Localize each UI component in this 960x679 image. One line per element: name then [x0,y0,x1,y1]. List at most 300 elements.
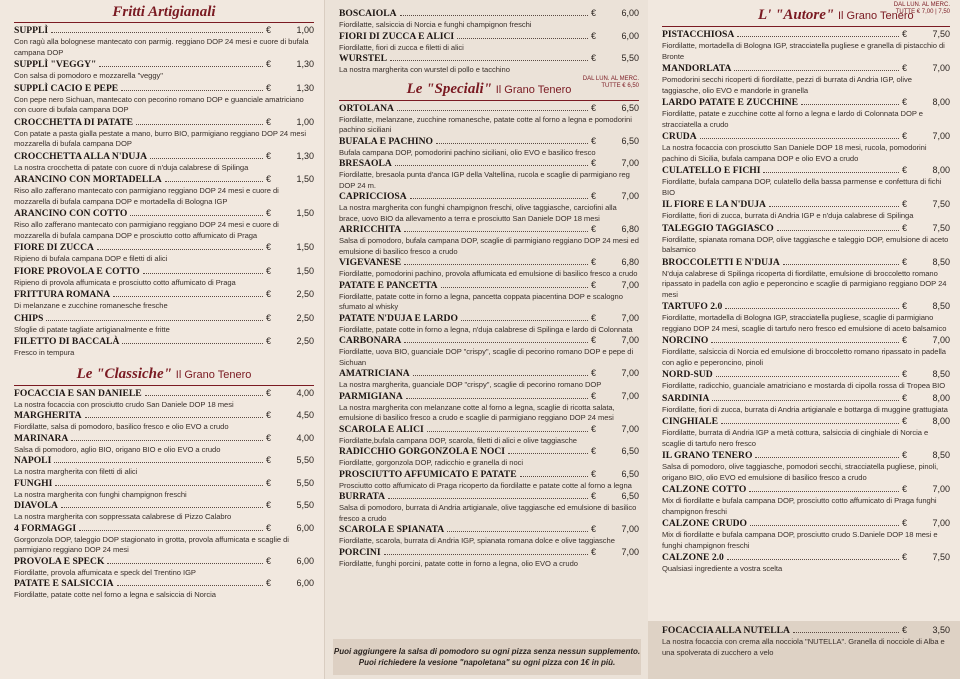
menu-item-row [662,165,950,177]
dot-leader [71,440,263,441]
menu-item [14,313,314,336]
menu-item [662,369,950,392]
item-name: LARDO PATATE E ZUCCHINE [662,97,799,108]
item-price: 1,00 [296,25,314,35]
currency-symbol: € [591,446,597,456]
currency-symbol: € [902,392,908,403]
item-description: La nostra focaccia con prosciutto San Daniele DOP 18 mesi, rucola, pomodorini pachino di Sicilia, bufala campana DOP e olio EVO a crudo [662,143,927,163]
currency-symbol: € [902,484,908,494]
item-price: 5,50 [296,477,314,488]
item-price: 2,50 [296,336,314,346]
menu-item-row [14,410,314,422]
menu-item [339,280,639,313]
item-price: 7,00 [932,131,950,141]
item-name: CALZONE COTTO [662,484,747,495]
currency-symbol: € [591,468,597,479]
item-description: Fiordilatte, fiori di zucca, burrata di Andria IGP e n'duja calabrese di Spilinga [662,211,914,220]
item-description: Qualsiasi ingrediente a vostra scelta [662,564,783,573]
currency-symbol: € [266,455,272,465]
menu-column-left [0,0,324,679]
item-name: BUFALA E PACHINO [339,135,433,147]
item-description: La nostra margherita con funghi champignon freschi [14,489,187,499]
item-description: La nostra margherita con funghi champignon freschi, olive taggiasche, carciofini alla brace, uovo BIO da allevamento a terra e prosciutto San Daniele DOP 18 mesi [339,203,617,223]
menu-item [339,224,639,257]
menu-item-row [339,424,639,436]
item-price: 7,00 [621,423,639,434]
currency-symbol: € [266,336,272,346]
menu-item [339,335,639,368]
dot-leader [113,296,263,297]
currency-symbol: € [902,552,908,562]
item-description: Salsa di pomodoro, aglio BIO, origano BIO e olio EVO a crudo [14,444,221,454]
currency-symbol: € [266,500,272,510]
price-note [583,76,639,90]
dot-leader [793,632,899,633]
currency-symbol: € [902,131,908,141]
menu-item [339,191,639,224]
footer-line-2: Puoi richiedere la vesione "napoletana" su ogni pizza con 1€ in più. [358,658,616,667]
item-name: SCAROLA E SPIANATA [339,524,445,535]
menu-item-row [14,174,314,186]
item-name: PROVOLA E SPECK [14,555,105,567]
item-price: 1,30 [296,59,314,69]
item-description: La nostra crocchetta di patate con cuore di n'duja calabrese di Spilinga [14,162,249,172]
menu-item [14,59,314,82]
item-name: CAPRICCIOSA [339,191,407,202]
item-price: 6,50 [621,446,639,456]
menu-item-row [14,289,314,301]
dot-leader [121,90,263,91]
menu-item [662,450,950,483]
item-name: SUPPLÌ CACIO E PEPE [14,82,119,94]
item-price: 3,50 [932,625,950,635]
item-description: Fiordilatte, burrata di Andria IGP a metà cottura, salsiccia di cinghiale di Norcia e scaglie di tartufo nero fresco [662,428,929,448]
menu-item [339,313,639,336]
menu-item [662,223,950,256]
dot-leader [508,453,588,454]
item-description: Fiordilatte, uova BIO, guanciale DOP "crispy", scaglie di pecorino romano DOP e pepe di Sichuan [339,347,634,367]
item-description: Fiordilatte, mortadella di Bologna IGP, stracciatella pugliese e granella di pistacchio di Bronte [662,41,945,61]
menu-item-row [662,257,950,269]
menu-item-row [14,83,314,95]
item-name: NAPOLI [14,455,52,466]
item-name: CROCCHETTA ALLA N'DUJA [14,150,148,162]
item-name: CINGHIALE [662,416,718,427]
item-description: Salsa di pomodoro, bufala campana DOP, scaglie di parmigiano reggiano DOP 24 mesi ed emulsione di basilico fresco a crudo [339,236,639,256]
dot-leader [406,398,588,399]
dot-leader [520,476,588,477]
item-description: La nostra margherita, guanciale DOP "crispy", scaglie di pecorino romano DOP [339,380,602,389]
item-price: 6,80 [621,224,639,234]
menu-item [14,174,314,207]
currency-symbol: € [902,63,908,73]
currency-symbol: € [266,265,272,276]
item-description: Fiordilatte, patate cotte in forno a legna, pancetta coppata piacentina DOP e scalogno sfumato al whisky [339,291,623,311]
item-price: 8,50 [932,256,950,267]
currency-symbol: € [266,82,272,93]
item-description: Pomodorini secchi ricoperti di fiordilatte, pezzi di burrata di Andria IGP, olive taggiasche, olio EVO e mandorle in granella [662,75,912,95]
menu-item-row [339,53,639,65]
menu-item-row [662,484,950,496]
menu-item-row [339,335,639,347]
item-name: FRITTURA ROMANA [14,289,111,300]
section-subtitle: Il Grano Tenero [838,10,914,22]
menu-item [662,131,950,164]
item-price: 6,00 [296,578,314,588]
menu-item [662,29,950,62]
dot-leader [397,110,588,111]
item-price: 7,00 [621,312,639,323]
dot-leader [457,38,588,39]
section-header-autore [662,2,950,27]
item-description: Fiordilatte, pomodorini pachino, provola affumicata ed emulsione di basilico fresco a crudo [339,269,638,278]
menu-item-row [14,25,314,37]
currency-symbol: € [902,450,908,460]
item-name: ARANCINO CON COTTO [14,208,128,219]
currency-symbol: € [591,158,597,168]
currency-symbol: € [902,416,908,426]
item-description: Salsa di pomodoro, burrata di Andria artigianale, olive taggiasche ed emulsione di basilico fresco a crudo [339,503,637,523]
item-price: 7,00 [932,518,950,528]
currency-symbol: € [266,477,272,488]
dot-leader [165,181,263,182]
item-description: Gorgonzola DOP, taleggio DOP stagionato in grotta, provola affumicata e scaglie di parmigiano reggiano DOP 24 mesi [14,534,289,554]
item-name: CALZONE CRUDO [662,518,748,529]
menu-item-row [339,8,639,20]
item-description: Mix di fiordilatte e bufala campana DOP, prosciutto cotto affumicato di Praga funghi champignon freschi [662,496,937,516]
dot-leader [384,554,588,555]
item-name: IL FIORE E LA N'DUJA [662,199,766,210]
menu-item-row [339,158,639,170]
currency-symbol: € [902,256,908,267]
menu-item-row [662,63,950,75]
currency-symbol: € [591,368,597,378]
item-name: BRESAOLA [339,158,392,169]
price-note-price: TUTTE € 7,00 | 7,50 [895,9,950,15]
currency-symbol: € [902,165,908,175]
dot-leader [725,308,899,309]
menu-item-row [14,242,314,254]
item-description: Riso allo zafferano mantecato con parmigiano reggiano DOP 24 mesi e cuore di mozzarella di bufala campana DOP e mortadella di Bologna IGP [14,186,279,206]
currency-symbol: € [266,432,272,443]
item-description: Fiordilatte, bufala campana DOP, culatello della bassa parmense e confettura di fichi BIO [662,177,942,197]
item-description: Fiordilatte, provola affumicata e speck del Trentino IGP [14,567,196,577]
dot-leader [700,138,899,139]
item-description: La nostra margherita con melanzane cotte al forno a legna, scaglie di ricotta salata, emulsione di basilico fresco a crudo e scaglie di parmigiano reggiano DOP 24 mesi [339,402,615,422]
section-title-main: Le "Classiche" [76,365,173,382]
item-name: FIORE PROVOLA E COTTO [14,265,140,277]
item-price: 4,00 [296,387,314,398]
item-description: Fiordilatte, bresaola punta d'anca IGP della Valtellina, rucola e scaglie di parmigiano reg DOP 24 m. [339,170,630,190]
dot-leader [737,36,899,37]
price-note [894,2,950,16]
menu-item [14,289,314,312]
item-name: PISTACCHIOSA [662,29,735,40]
currency-symbol: € [266,150,272,161]
menu-item [339,491,639,524]
dot-leader [413,375,588,376]
item-name: SCAROLA E ALICI [339,423,424,435]
dot-leader [404,231,588,232]
item-price: 8,50 [932,450,950,460]
dot-leader [769,206,899,207]
item-description: Con ragù alla bolognese mantecato con parmig. reggiano DOP 24 mesi e cuore di bufala campana DOP [14,37,309,57]
menu-item [14,266,314,289]
menu-item-row [662,97,950,109]
dot-leader [461,320,588,321]
dot-leader [716,376,899,377]
menu-item [14,433,314,456]
currency-symbol: € [266,174,272,184]
item-price: 6,00 [621,8,639,18]
item-name: FIORE DI ZUCCA [14,242,94,253]
item-price: 7,00 [932,335,950,345]
menu-item-row [14,478,314,490]
menu-item-row [14,59,314,71]
item-description: Di melanzane e zucchine romanesche fresche [14,301,168,310]
menu-column-middle [324,0,650,679]
item-description: Fiordilatte, mortadella di Bologna IGP, stracciatella pugliese, scaglie di parmigiano reggiano DOP 24 mesi, scaglie di tartufo nero fresco ed emulsione di aceto balsamico [662,313,947,333]
item-price: 4,00 [296,432,314,443]
item-description: Fiordilatte, fiori di zucca e filetti di alici [339,42,464,52]
currency-symbol: € [902,301,908,311]
item-name: BOSCAIOLA [339,8,397,19]
menu-item-row [14,388,314,400]
dot-leader [85,417,263,418]
section-header-fritti [14,2,314,23]
classiche-list [0,388,324,601]
menu-item [662,165,950,198]
item-description: Fiordilatte, melanzane, zucchine romanesche, patate cotte al forno a legna e pomodorini pachino siciliani [339,114,632,134]
menu-item-row [339,191,639,203]
item-price: 7,00 [621,191,639,201]
item-price: 1,50 [296,242,314,252]
currency-symbol: € [591,30,597,41]
item-price: 7,00 [621,158,639,168]
footer-line-1: Puoi aggiungere la salsa di pomodoro su ogni pizza senza nessun supplemento. [333,647,641,656]
currency-symbol: € [591,53,597,63]
item-name: WURSTEL [339,53,387,64]
menu-item [14,117,314,150]
menu-item [14,578,314,601]
price-note-price: TUTTE € 6,50 [601,82,639,89]
item-name: MARINARA [14,432,69,444]
currency-symbol: € [902,518,908,528]
menu-item-row [662,416,950,428]
item-description: Fiordilatte, fiori di zucca, burrata di Andria artigianale e bottarga di muggine grattugiata [662,404,948,414]
dot-leader [46,320,263,321]
item-price: 5,50 [296,500,314,510]
section-header-speciali [339,75,639,101]
menu-item [339,446,639,469]
item-name: FUNGHI [14,477,53,489]
currency-symbol: € [591,102,597,113]
item-name: TARTUFO 2.0 [662,301,723,312]
price-note-days: DAL LUN. AL MERC. [893,2,950,8]
menu-item [662,518,950,551]
item-name: FIORI DI ZUCCA E ALICI [339,30,455,42]
item-name: NORCINO [662,335,709,346]
menu-item-row [339,257,639,269]
currency-symbol: € [266,410,272,420]
menu-item [14,556,314,579]
menu-item-row [339,368,639,380]
dot-leader [117,585,263,586]
menu-item [662,63,950,96]
dot-leader [427,431,588,432]
item-description: La nostra focaccia con crema alla nocciola "NUTELLA". Granella di nocciole di Alba e una spolverata di zucchero a velo [662,637,945,657]
menu-item-row [339,103,639,115]
item-name: FILETTO DI BACCALÀ [14,336,120,347]
menu-item [14,208,314,241]
menu-item-row [662,625,950,637]
currency-symbol: € [266,387,272,398]
item-price: 6,50 [621,102,639,113]
dot-leader [130,215,263,216]
menu-item [14,523,314,556]
menu-item-row [14,523,314,535]
dot-leader [136,124,263,125]
currency-symbol: € [266,312,272,323]
item-price: 6,00 [296,522,314,533]
menu-item-row [662,335,950,347]
item-name: VIGEVANESE [339,257,402,268]
item-description: Con patate a pasta gialla pestate a mano, burro BIO, parmigiano reggiano DOP 24 mesi mozzarella di bufala campana DOP [14,128,306,148]
item-description: Salsa di pomodoro, olive taggiasche, pomodori secchi, stracciatella pugliese, pinoli, origano BIO, olio EVO ed emulsione di basilico fresco a crudo [662,462,939,482]
autore-list [648,29,960,575]
menu-item [14,455,314,478]
menu-item-row [662,450,950,462]
dot-leader [55,485,263,486]
menu-item-row [662,223,950,235]
menu-item-row [339,136,639,148]
item-price: 7,00 [621,524,639,534]
menu-item-row [662,552,950,564]
item-price: 7,50 [932,552,950,562]
item-description: Fiordilatte, patate cotte nel forno a legna e salsiccia di Norcia [14,590,216,599]
item-price: 1,50 [296,174,314,184]
currency-symbol: € [902,335,908,345]
item-price: 2,50 [296,289,314,299]
item-name: IL GRANO TENERO [662,450,753,461]
dot-leader [447,531,588,532]
item-name: SARDINIA [662,392,710,404]
item-description: Fiordilatte, salsiccia di Norcia ed emulsione di broccoletto romano ripassato in padella con aglio e peperoncino, pinoli [662,347,946,367]
item-price: 6,50 [621,468,639,479]
item-price: 4,50 [296,410,314,420]
item-price: 7,50 [932,29,950,39]
dot-leader [749,491,899,492]
item-price: 8,00 [932,392,950,403]
menu-item [662,97,950,130]
item-description: Prosciutto cotto affumicato di Praga ricoperto da fiordilatte e patate cotte al forno a legna [339,480,632,490]
section-subtitle: Il Grano Tenero [175,368,252,381]
menu-item [662,335,950,368]
item-name: PATATE N'DUJA E LARDO [339,312,458,324]
dot-leader [145,395,263,396]
speciali-list [325,103,649,570]
menu-item [662,484,950,517]
menu-item [339,31,639,54]
dot-leader [395,165,588,166]
menu-item-row [339,524,639,536]
menu-item-row [14,336,314,348]
currency-symbol: € [266,25,272,35]
item-description: Fiordilatte, salsiccia di Norcia e funghi champignon freschi [339,20,532,29]
menu-item-row [14,433,314,445]
menu-item-row [339,547,639,559]
menu-item [14,151,314,174]
currency-symbol: € [902,199,908,209]
dot-leader [727,559,899,560]
currency-symbol: € [266,59,272,69]
item-description: Fiordilatte, patate e zucchine cotte al forno a legna e lardo di Colonnata DOP e stracciatella a crudo [662,109,923,129]
dot-leader [79,530,263,531]
item-name: ARRICCHITA [339,224,402,235]
menu-item [339,136,639,159]
fritti-list [0,25,324,359]
item-description: La nostra focaccia con prosciutto crudo San Daniele DOP 18 mesi [14,399,234,409]
menu-item [339,368,639,391]
menu-item-row [339,391,639,403]
item-price: 6,50 [621,491,639,501]
item-name: CALZONE 2.0 [662,552,724,563]
item-name: BROCCOLETTI E N'DUJA [662,256,780,268]
menu-item [339,469,639,492]
currency-symbol: € [902,369,908,379]
item-name: BURRATA [339,491,386,502]
dot-leader [99,66,263,67]
item-name: PATATE E PANCETTA [339,279,438,291]
item-price: 8,00 [932,416,950,426]
menu-item [14,500,314,523]
menu-item-row [662,131,950,143]
item-description: N'duja calabrese di Spilinga ricoperta di fiordilatte, emulsione di broccoletto romano ripassato in padella con aglio e peperoncino e scaglie di parmigiano reggiano DOP 24 mesi [662,268,947,299]
item-price: 8,50 [932,301,950,311]
dot-leader [400,15,588,16]
menu-item-row [14,266,314,278]
dot-leader [801,104,899,105]
classiche-continued-list [325,0,649,76]
menu-item-row [339,224,639,236]
menu-item [14,25,314,58]
item-price: 5,50 [296,455,314,465]
menu-item-row [14,208,314,220]
currency-symbol: € [266,116,272,127]
dot-leader [410,198,588,199]
menu-item [662,416,950,449]
menu-item-row [14,151,314,163]
currency-symbol: € [591,135,597,146]
item-price: 6,50 [621,135,639,146]
item-description: Bufala campana DOP, pomodorini pachino siciliani, olio EVO e basilico fresco [339,147,596,157]
item-name: CHIPS [14,312,44,324]
item-price: 7,00 [621,546,639,557]
dot-leader [54,462,263,463]
menu-item [339,547,639,570]
section-header-classiche [14,365,314,386]
item-price: 1,30 [296,82,314,93]
dot-leader [51,32,263,33]
currency-symbol: € [902,222,908,233]
menu-item-row [339,280,639,292]
menu-item [662,199,950,222]
item-name: CROCCHETTA DI PATATE [14,116,134,128]
item-name: CRUDA [662,131,697,142]
currency-symbol: € [591,191,597,201]
currency-symbol: € [591,546,597,557]
dot-leader [711,342,899,343]
